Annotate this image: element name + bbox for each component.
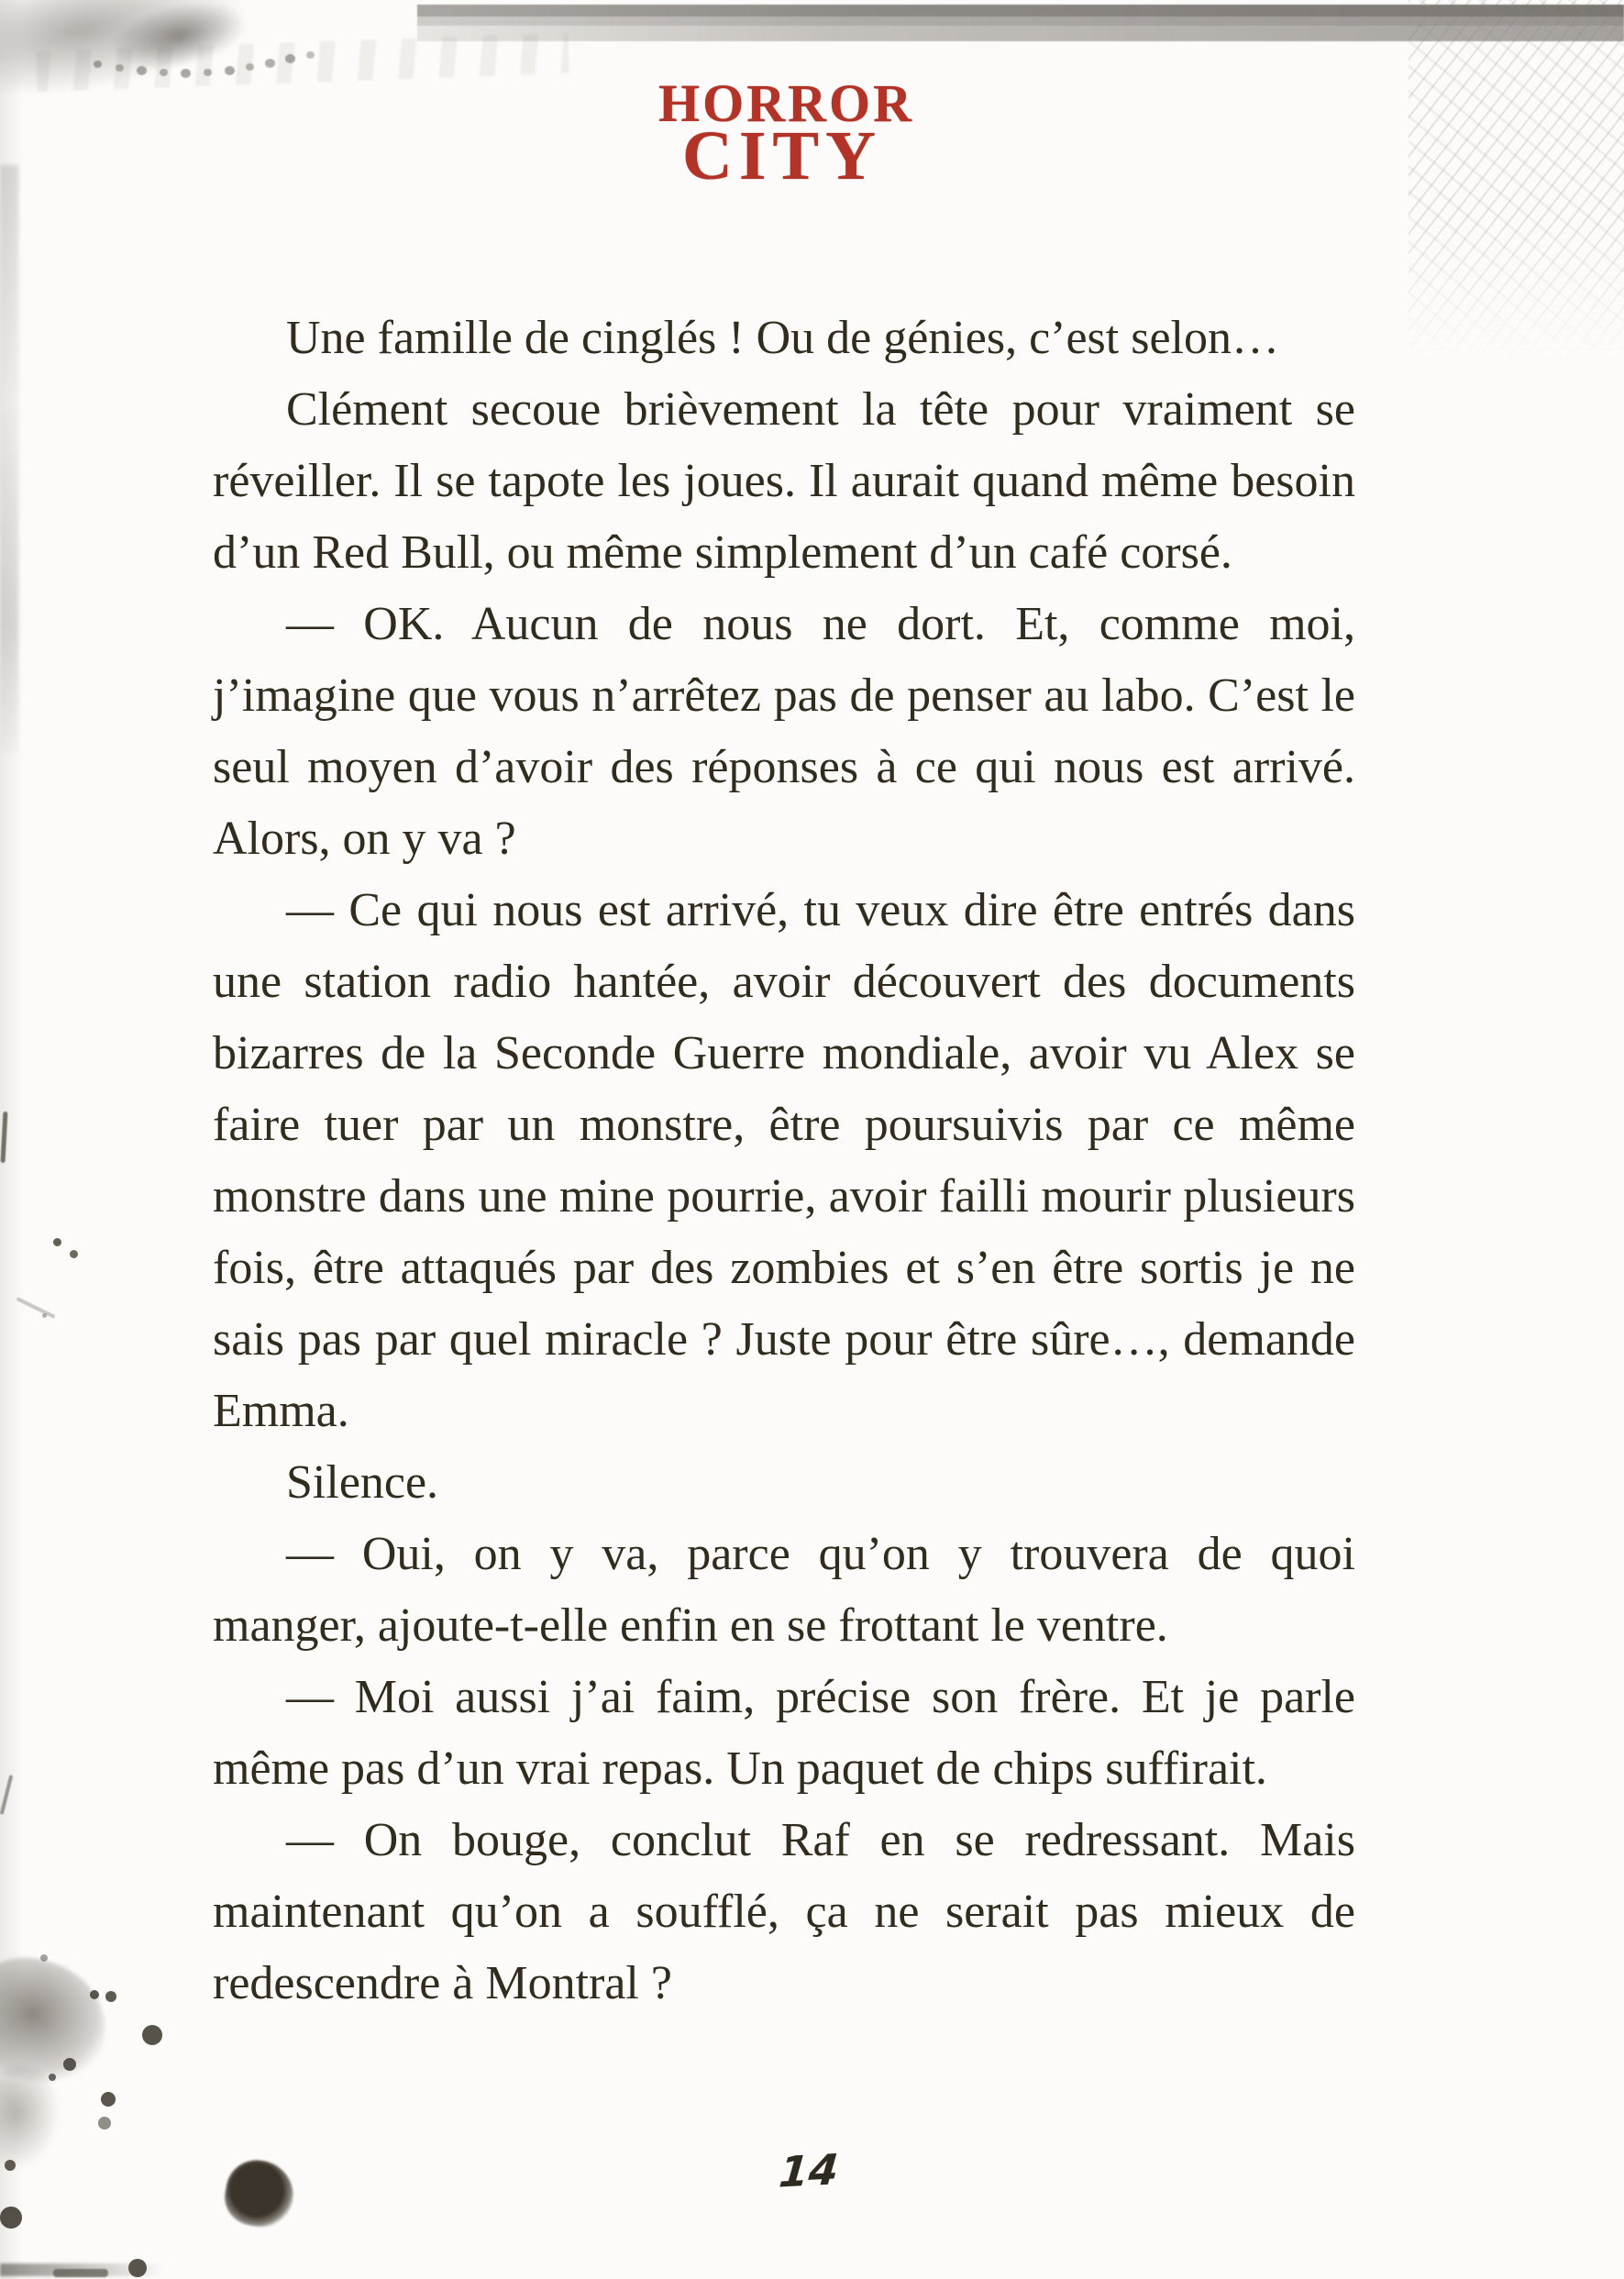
grunge-top-right-scratches <box>1409 0 1624 394</box>
grunge-left-scratch <box>16 1297 55 1319</box>
paragraph: Clément secoue brièvement la tête pour vraiment se réveiller. Il se tapote les joues. Il aurait quand même besoin d’un Red Bull, ou même simplement d’un café corsé. <box>213 383 1355 579</box>
grunge-left-specks <box>53 1238 61 1246</box>
grunge-top-left-dark-patch <box>105 0 252 80</box>
grunge-left-slash <box>0 1775 13 1815</box>
ink-blot-large <box>220 2155 298 2232</box>
grunge-top-smudge <box>36 33 569 92</box>
paragraph: Silence. <box>286 1456 439 1509</box>
grunge-bottom-streak <box>0 2263 165 2276</box>
paragraph: — OK. Aucun de nous ne dort. Et, comme moi, j’imagine que vous n’arrêtez pas de penser au labo. C’est le seul moyen d’avoir des réponses à ce qui nous est arrivé. Alors, on y va ? <box>213 598 1355 865</box>
grunge-left-tick-mark <box>1 1112 8 1163</box>
grunge-left-edge-tint <box>0 0 24 2279</box>
logo <box>658 73 914 194</box>
grunge-top-left-smudge <box>0 0 254 109</box>
grunge-dotted-trail <box>94 61 102 68</box>
grunge-bottom-left-patch-faint <box>0 2065 59 2168</box>
paragraph: Une famille de cinglés ! Ou de génies, c’est selon… <box>286 312 1279 364</box>
paragraph: — On bouge, conclut Raf en se redressant. Mais maintenant qu’on a soufflé, ça ne serait pas mieux de redescendre à Montral ? <box>213 1814 1355 2009</box>
page-number: 14 <box>777 2144 841 2197</box>
logo-city-text: CITY <box>681 117 883 194</box>
grunge-bottom-nub <box>53 2269 108 2277</box>
logo-horror-text: HORROR <box>658 73 914 133</box>
page-text <box>213 303 1355 2019</box>
ink-splatter-dots <box>90 1990 99 1999</box>
grunge-left-streak <box>0 165 18 752</box>
grunge-bottom-left-patch <box>0 1946 119 2096</box>
grunge-top-bar <box>417 5 1624 41</box>
paragraph: — Ce qui nous est arrivé, tu veux dire être entrés dans une station radio hantée, avoir découvert des documents bizarres de la Seconde Guerre mondiale, avoir vu Alex se faire tuer par un monstre, être poursuivis par ce même monstre dans une mine pourrie, avoir failli mourir plusieurs fois, être attaqués par des zombies et s’en être sortis je ne sais pas par quel miracle ? Juste pour être sûre…, demande Emma. <box>213 884 1355 1437</box>
paragraph: — Moi aussi j’ai faim, précise son frère. Et je parle même pas d’un vrai repas. Un paquet de chips suffirait. <box>213 1671 1355 1795</box>
paragraph: — Oui, on y va, parce qu’on y trouvera de quoi manger, ajoute-t-elle enfin en se frottant le ventre. <box>213 1528 1355 1652</box>
